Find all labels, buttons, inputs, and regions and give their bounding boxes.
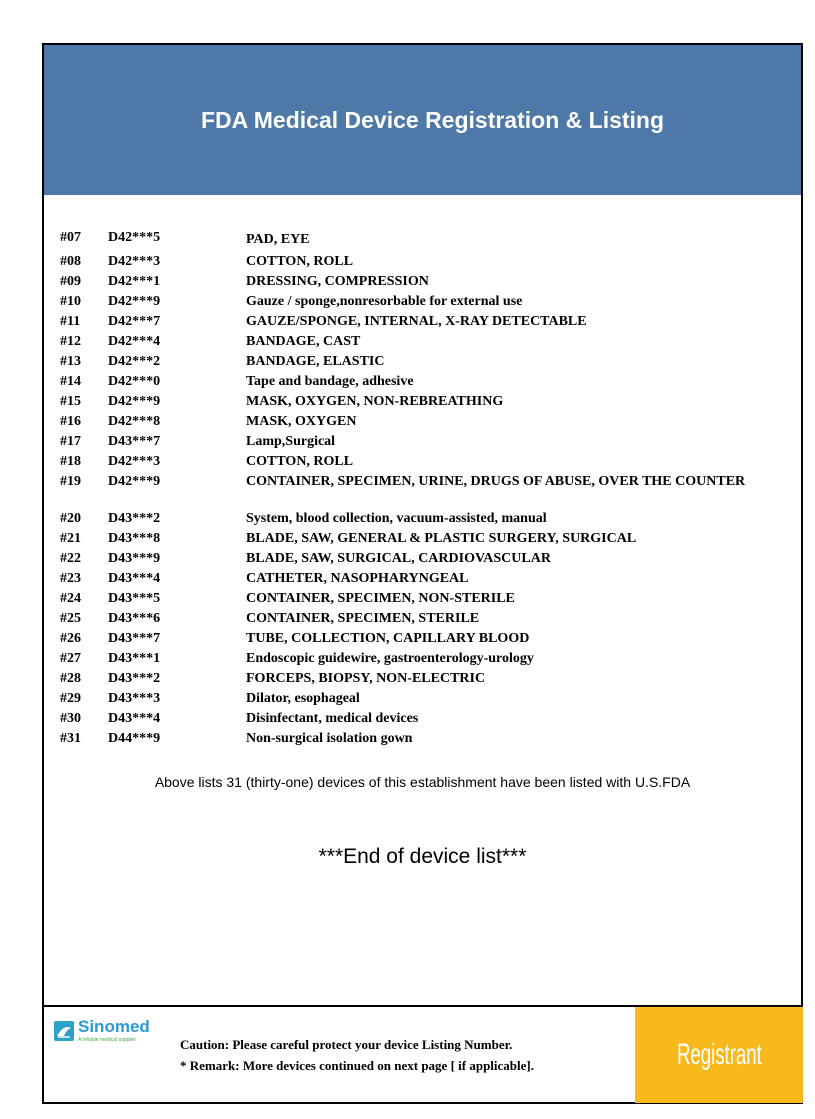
device-number: #18 — [60, 454, 81, 469]
device-number: #07 — [60, 230, 81, 245]
device-number: #13 — [60, 354, 81, 369]
device-description: BANDAGE, CAST — [246, 334, 361, 349]
device-code: D43***7 — [108, 631, 161, 646]
device-description: GAUZE/SPONGE, INTERNAL, X-RAY DETECTABLE — [246, 314, 587, 329]
device-code: D42***5 — [108, 230, 161, 245]
device-description: MASK, OXYGEN — [246, 414, 357, 429]
end-of-list-text: ***End of device list*** — [318, 845, 527, 868]
device-code: D42***3 — [108, 254, 161, 269]
device-number: #30 — [60, 711, 81, 726]
device-code: D43***7 — [108, 434, 161, 449]
device-number: #29 — [60, 691, 81, 706]
caution-text: Caution: Please careful protect your device Listing Number. — [180, 1037, 513, 1052]
device-description: BLADE, SAW, GENERAL & PLASTIC SURGERY, SURGICAL — [246, 531, 637, 546]
device-number: #08 — [60, 254, 81, 269]
device-code: D43***4 — [108, 711, 161, 726]
device-description: Tape and bandage, adhesive — [246, 374, 414, 389]
device-number: #14 — [60, 374, 81, 389]
document-frame — [42, 43, 803, 1104]
device-number: #21 — [60, 531, 81, 546]
device-number: #20 — [60, 511, 81, 526]
device-description: COTTON, ROLL — [246, 254, 354, 269]
device-code: D42***8 — [108, 414, 161, 429]
sinomed-logo — [54, 1017, 162, 1049]
device-number: #19 — [60, 474, 81, 489]
device-code: D43***8 — [108, 531, 161, 546]
device-code: D43***6 — [108, 611, 161, 626]
device-description: System, blood collection, vacuum-assisted, manual — [246, 511, 547, 526]
device-description: Gauze / sponge,nonresorbable for external use — [246, 294, 523, 309]
device-description: DRESSING, COMPRESSION — [246, 274, 429, 289]
device-description: Disinfectant, medical devices — [246, 711, 419, 726]
device-description: FORCEPS, BIOPSY, NON-ELECTRIC — [246, 671, 486, 686]
device-number: #11 — [60, 314, 81, 329]
device-description: CONTAINER, SPECIMEN, URINE, DRUGS OF ABUSE, OVER THE COUNTER — [246, 474, 746, 489]
device-code: D42***3 — [108, 454, 161, 469]
device-code: D44***9 — [108, 731, 161, 746]
device-description: Non-surgical isolation gown — [246, 731, 413, 746]
device-code: D43***4 — [108, 571, 161, 586]
device-code: D42***4 — [108, 334, 161, 349]
device-number: #25 — [60, 611, 81, 626]
device-description: BLADE, SAW, SURGICAL, CARDIOVASCULAR — [246, 551, 551, 566]
device-description: BANDAGE, ELASTIC — [246, 354, 385, 369]
device-number: #12 — [60, 334, 81, 349]
device-number: #22 — [60, 551, 81, 566]
registrant-badge — [635, 1007, 803, 1103]
device-code: D43***1 — [108, 651, 161, 666]
device-description: COTTON, ROLL — [246, 454, 354, 469]
device-number: #15 — [60, 394, 81, 409]
device-description: CONTAINER, SPECIMEN, STERILE — [246, 611, 480, 626]
device-code: D42***9 — [108, 394, 161, 409]
device-number: #17 — [60, 434, 81, 449]
device-number: #23 — [60, 571, 81, 586]
device-code: D42***2 — [108, 354, 161, 369]
device-number: #28 — [60, 671, 81, 686]
leaf-icon — [54, 1021, 74, 1041]
page-title: FDA Medical Device Registration & Listing — [200, 106, 665, 133]
device-code: D43***9 — [108, 551, 161, 566]
device-number: #31 — [60, 731, 81, 746]
device-code: D42***1 — [108, 274, 161, 289]
device-code: D42***0 — [108, 374, 161, 389]
summary-text: Above lists 31 (thirty-one) devices of this establishment have been listed with U.S.FDA — [154, 774, 691, 790]
device-code: D43***2 — [108, 511, 161, 526]
device-code: D42***9 — [108, 474, 161, 489]
device-description: Lamp,Surgical — [246, 434, 336, 449]
device-description: TUBE, COLLECTION, CAPILLARY BLOOD — [246, 631, 530, 646]
device-code: D42***9 — [108, 294, 161, 309]
device-code: D43***3 — [108, 691, 161, 706]
device-number: #10 — [60, 294, 81, 309]
device-code: D43***2 — [108, 671, 161, 686]
device-number: #16 — [60, 414, 81, 429]
header-banner — [44, 45, 801, 195]
device-description: PAD, EYE — [246, 232, 310, 247]
logo-tagline: A reliable medical supplier — [78, 1037, 137, 1043]
device-number: #09 — [60, 274, 81, 289]
device-description: Dilator, esophageal — [246, 691, 360, 706]
device-number: #27 — [60, 651, 81, 666]
device-code: D43***5 — [108, 591, 161, 606]
registrant-label: Registrant — [676, 1038, 762, 1071]
device-description: CONTAINER, SPECIMEN, NON-STERILE — [246, 591, 515, 606]
device-description: Endoscopic guidewire, gastroenterology-urology — [246, 651, 534, 666]
device-number: #24 — [60, 591, 81, 606]
device-description: CATHETER, NASOPHARYNGEAL — [246, 571, 469, 586]
device-description: MASK, OXYGEN, NON-REBREATHING — [246, 394, 504, 409]
remark-text: * Remark: More devices continued on next page [ if applicable]. — [180, 1058, 534, 1073]
device-number: #26 — [60, 631, 81, 646]
device-code: D42***7 — [108, 314, 161, 329]
logo-name: Sinomed — [78, 1017, 150, 1036]
